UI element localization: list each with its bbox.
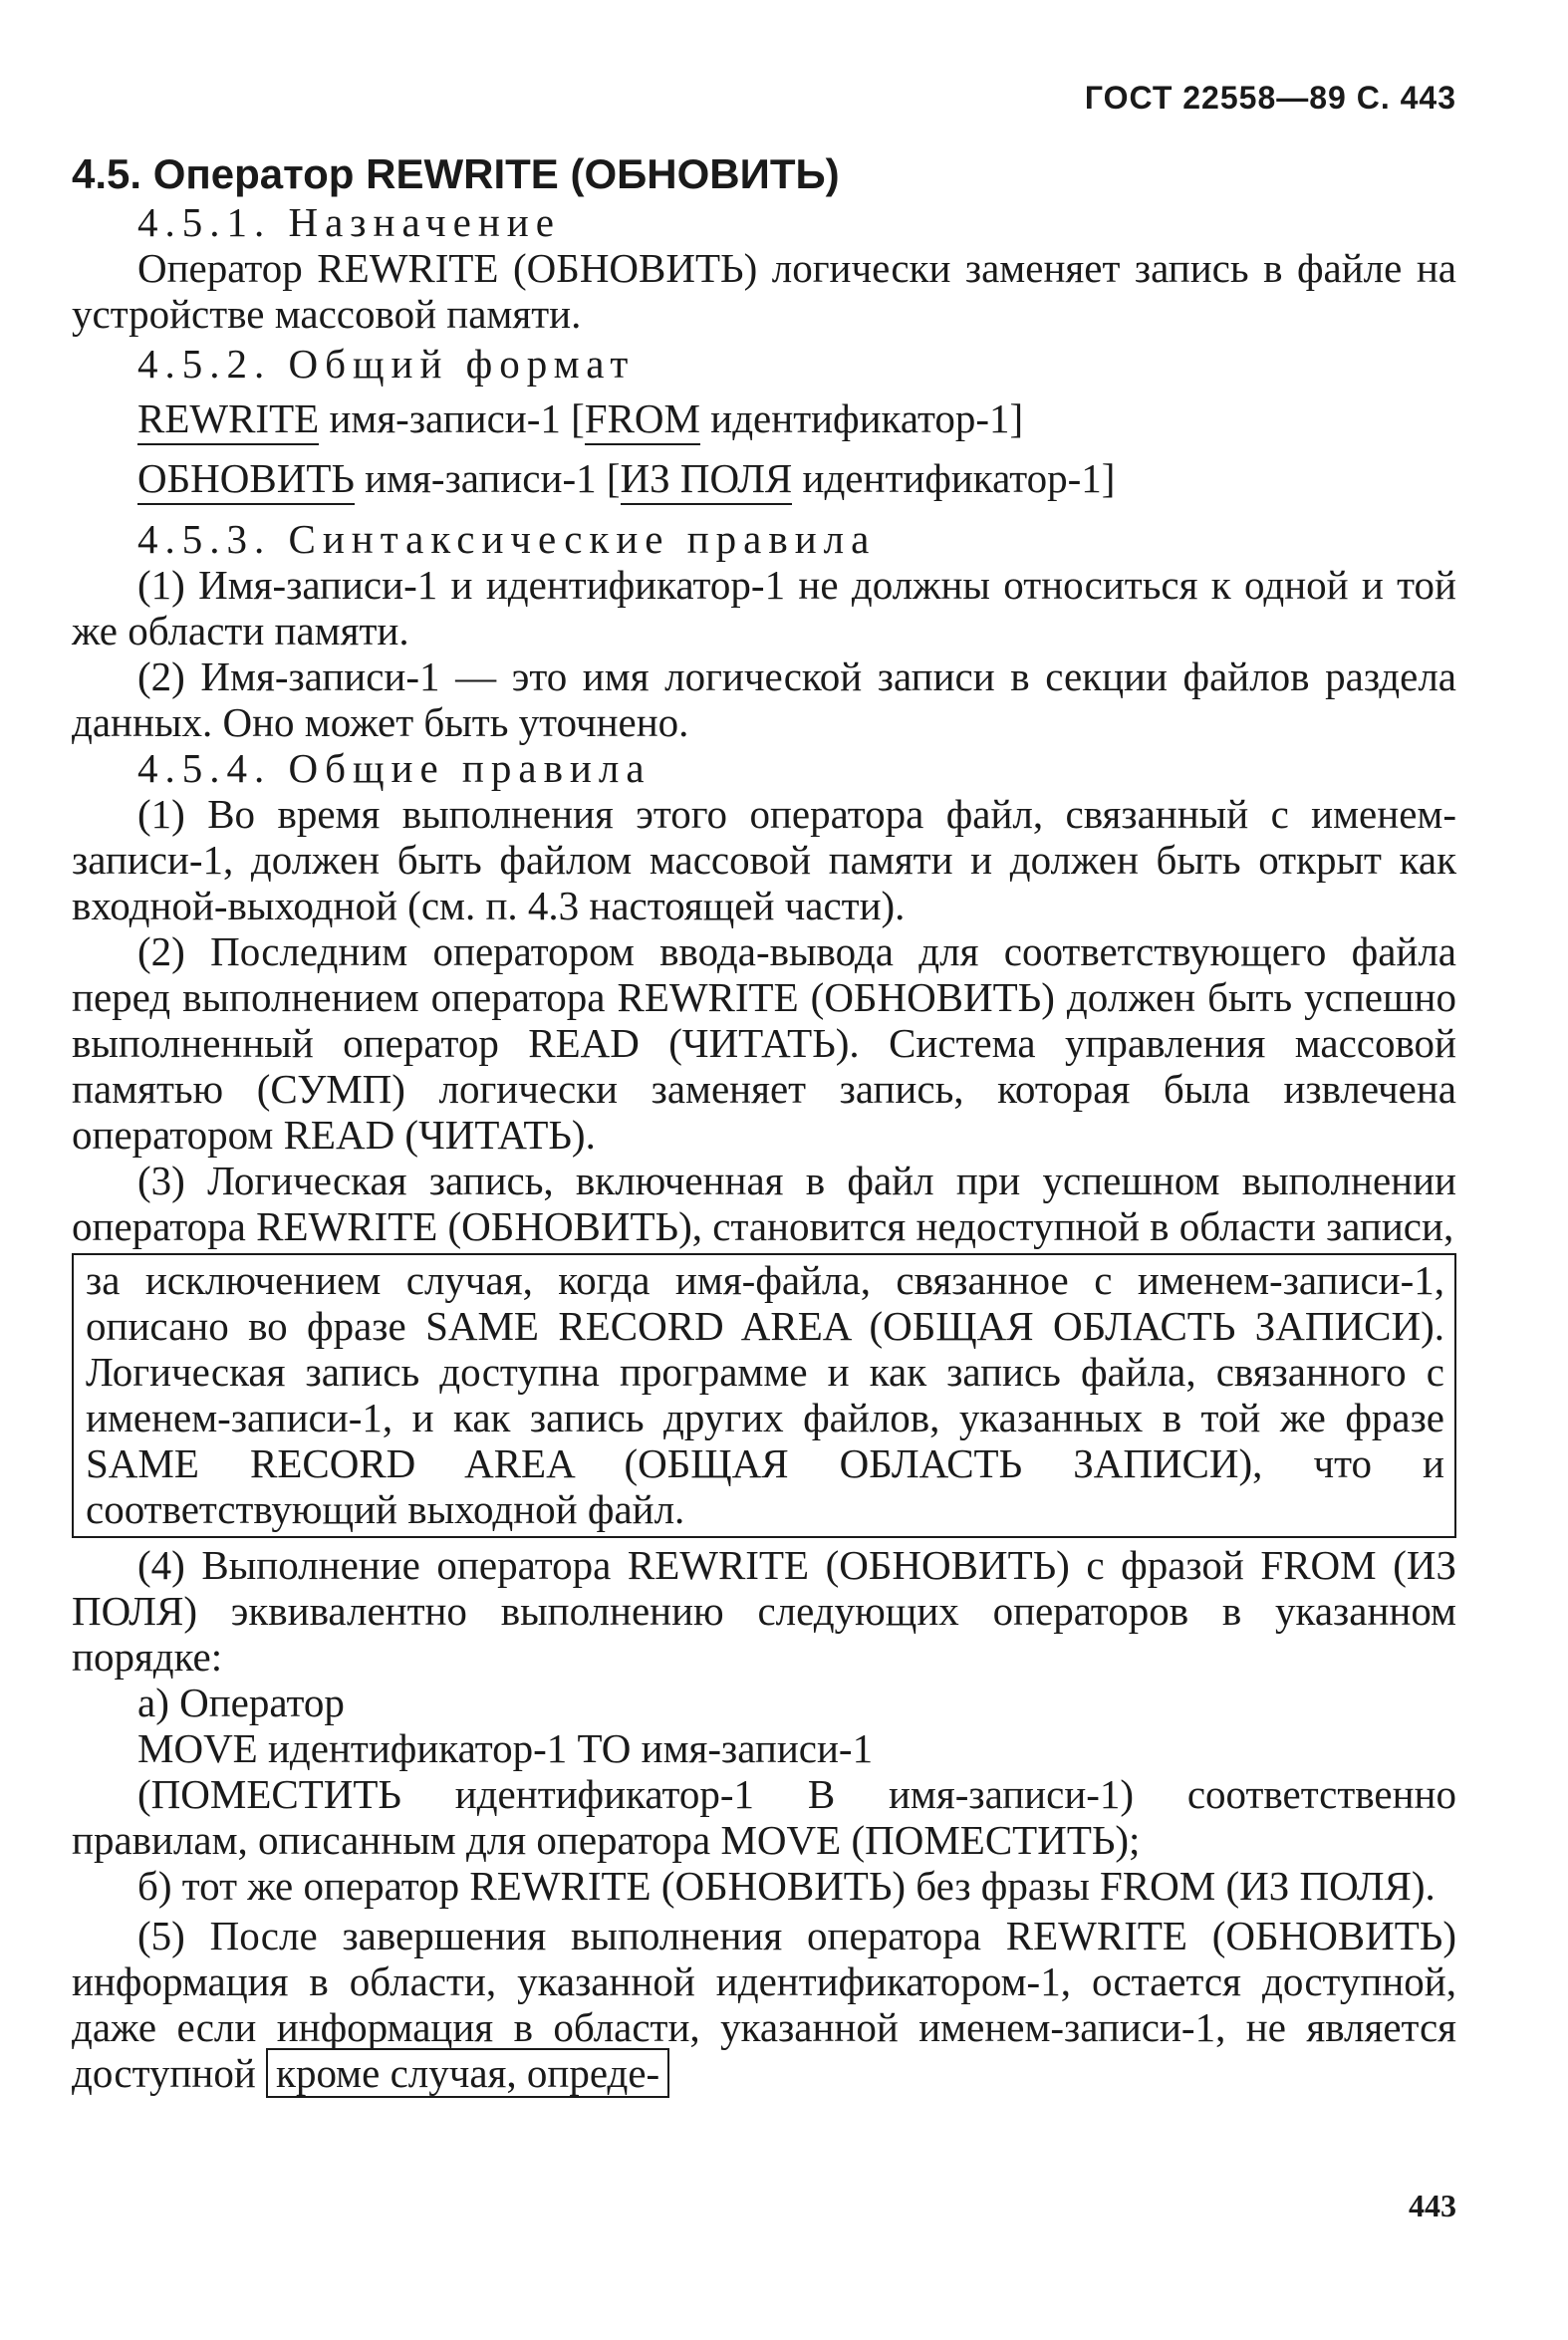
- format-keyword-rewrite: REWRITE: [137, 395, 319, 445]
- format-keyword-from: FROM: [585, 395, 700, 445]
- general-rule-5: [72, 1913, 1456, 2096]
- format-heading: 4.5.2. Общий формат: [137, 341, 636, 387]
- purpose-text: Оператор REWRITE (ОБНОВИТЬ) логически заменяет запись в файле на устройстве массовой памяти.: [72, 245, 1456, 337]
- general-rule-4b: б) тот же оператор REWRITE (ОБНОВИТЬ) без фразы FROM (ИЗ ПОЛЯ).: [137, 1863, 1436, 1909]
- general-rule-4a-text: (ПОМЕСТИТЬ идентификатор-1 В имя-записи-1) соответственно правилам, описанным для оператора MOVE (ПОМЕСТИТЬ);: [72, 1771, 1456, 1863]
- general-rule-3: [72, 1158, 1456, 1249]
- format-keyword-obnovit: ОБНОВИТЬ: [137, 455, 355, 505]
- format-arg1-ru: имя-записи-1 [: [354, 455, 621, 501]
- general-rule-3-boxed-text: за исключением случая, когда имя-файла, связанное с именем-записи-1, описано во фразе SAME RECORD AREA (ОБЩАЯ ОБЛАСТЬ ЗАПИСИ). Логическая запись доступна программе и как запись файла, связанного с именем-записи-1, и как запись других файлов, указанных в той же фразе SAME RECORD AREA (ОБЩАЯ ОБЛАСТЬ ЗАПИСИ), что и соответствующий выходной файл.: [86, 1257, 1444, 1532]
- syntax-rule-1: (1) Имя-записи-1 и идентификатор-1 не должны относиться к одной и той же области памяти.: [72, 562, 1456, 653]
- running-header: ГОСТ 22558—89 С. 443: [1084, 80, 1456, 116]
- general-rule-2: (2) Последним оператором ввода-вывода для соответствующего файла перед выполнением оператора REWRITE (ОБНОВИТЬ) должен быть успешно выполненный оператор READ (ЧИТАТЬ). Система управления массовой памятью (СУМП) логически заменяет запись, которая была извлечена оператором READ (ЧИТАТЬ).: [72, 928, 1456, 1158]
- general-rule-1: (1) Во время выполнения этого оператора файл, связанный с именем-записи-1, должен быть файлом массовой памяти и должен быть открыт как входной-выходной (см. п. 4.3 настоящей части).: [72, 791, 1456, 928]
- format-arg2-ru: идентификатор-1]: [792, 455, 1116, 501]
- general-rule-5-boxed-note: кроме случая, опреде-: [266, 2048, 669, 2098]
- general-rule-4: (4) Выполнение оператора REWRITE (ОБНОВИТЬ) с фразой FROM (ИЗ ПОЛЯ) эквивалентно выполнению следующих операторов в указанном порядке:: [72, 1542, 1456, 1680]
- general-heading: 4.5.4. Общие правила: [137, 745, 652, 791]
- format-line-en: [137, 392, 1456, 444]
- format-keyword-iz-polya: ИЗ ПОЛЯ: [621, 455, 793, 505]
- syntax-heading: 4.5.3. Синтаксические правила: [137, 516, 877, 562]
- purpose-heading: 4.5.1. Назначение: [137, 199, 561, 245]
- syntax-rule-2: (2) Имя-записи-1 — это имя логической записи в секции файлов раздела данных. Оно может быть уточнено.: [72, 653, 1456, 745]
- document-body: [72, 149, 1456, 2096]
- general-rule-5-text: (5) После завершения выполнения оператора REWRITE (ОБНОВИТЬ) информация в области, указанной идентификатором-1, остается доступной, даже если информация в области, указанной именем-записи-1, не является доступной: [72, 1913, 1456, 2096]
- general-rule-4a-label: а) Оператор: [137, 1680, 345, 1725]
- format-line-ru: [137, 452, 1456, 504]
- general-rule-4a-code: MOVE идентификатор-1 TO имя-записи-1: [137, 1725, 874, 1771]
- general-rule-3-boxed-note: [72, 1253, 1456, 1538]
- format-arg1-en: имя-записи-1 [: [319, 395, 585, 441]
- format-arg2-en: идентификатор-1]: [700, 395, 1024, 441]
- page-number: 443: [1409, 2188, 1456, 2223]
- section-title: 4.5. Оператор REWRITE (ОБНОВИТЬ): [72, 150, 840, 197]
- general-rule-3-text: (3) Логическая запись, включенная в файл при успешном выполнении оператора REWRITE (ОБНОВИТЬ), становится недоступной в области записи,: [72, 1158, 1456, 1249]
